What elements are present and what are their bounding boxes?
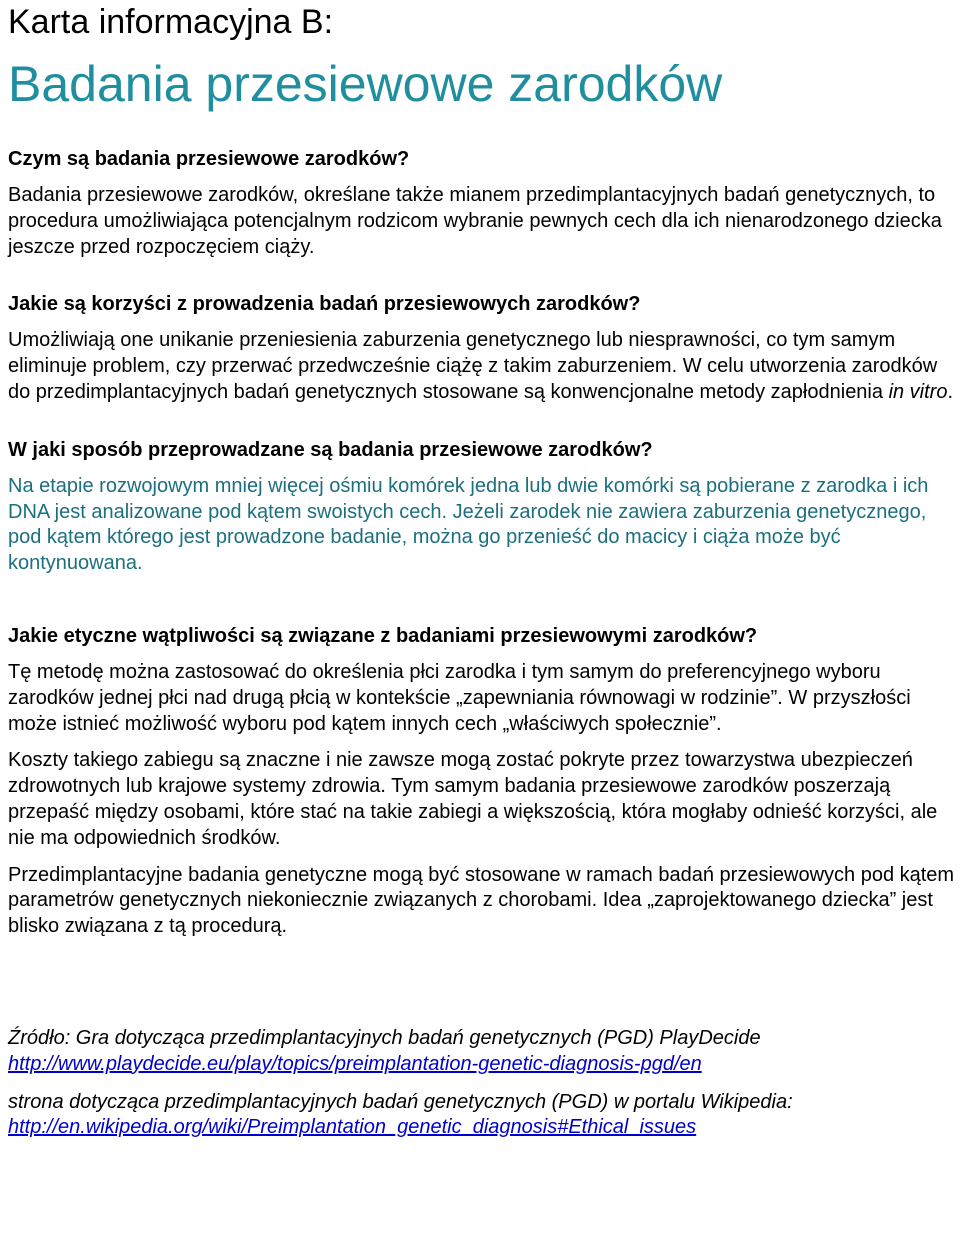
paragraph-text: Umożliwiają one unikanie przeniesienia zaburzenia genetycznego lub niesprawności, co tym samym eliminuje problem, czy przerwać przedwcześnie ciążę z takim zaburzeniem. W celu utworzenia zarodków do przedimplantacyjnych badań genetycznych stosowane są konwencjonalne metody zapłodnienia <box>8 329 938 403</box>
sources <box>8 1026 960 1141</box>
section-heading: Jakie są korzyści z prowadzenia badań przesiewowych zarodków? <box>8 293 641 316</box>
document-title-line2: Badania przesiewowe zarodków <box>8 56 723 112</box>
source-text: strona dotycząca przedimplantacyjnych badań genetycznych (PGD) w portalu Wikipedia: <box>8 1090 793 1113</box>
document-title-line1: Karta informacyjna B: <box>8 3 334 41</box>
section-paragraph: Na etapie rozwojowym mniej więcej ośmiu komórek jedna lub dwie komórki są pobierane z zarodka i ich DNA jest analizowane pod kątem swoistych cech. Jeżeli zarodek nie zawiera zaburzenia genetycznego, pod kątem którego jest prowadzone badanie, można go przenieść do macicy i ciąża może być kontynuowana. <box>8 474 929 575</box>
source-link-line <box>8 1052 960 1078</box>
section-paragraph <box>8 328 960 405</box>
source-link[interactable]: http://en.wikipedia.org/wiki/Preimplantation_genetic_diagnosis#Ethical_issues <box>8 1116 697 1139</box>
section-how <box>8 437 960 577</box>
section-heading: W jaki sposób przeprowadzane są badania przesiewowe zarodków? <box>8 438 653 461</box>
section-what-is <box>8 146 960 260</box>
section-paragraph: Tę metodę można zastosować do określenia płci zarodka i tym samym do preferencyjnego wyboru zarodków jednej płci nad drugą płcią w kontekście „zapewniania równowagi w rodzinie”. W przyszłości może istnieć możliwość wyboru pod kątem innych cech „właściwych społecznie”. <box>8 660 911 735</box>
source-link-line <box>8 1115 960 1141</box>
section-benefits <box>8 291 960 405</box>
section-heading: Jakie etyczne wątpliwości są związane z badaniami przesiewowymi zarodków? <box>8 624 758 647</box>
source-text: Źródło: Gra dotycząca przedimplantacyjnych badań genetycznych (PGD) PlayDecide <box>8 1026 761 1049</box>
section-paragraph: Przedimplantacyjne badania genetyczne mogą być stosowane w ramach badań przesiewowych pod kątem parametrów genetycznych niekoniecznie związanych z chorobami. Idea „zaprojektowanego dziecka” jest blisko związana z tą procedurą. <box>8 863 955 938</box>
document-page <box>8 0 960 1141</box>
section-heading: Czym są badania przesiewowe zarodków? <box>8 148 410 170</box>
source-link[interactable]: http://www.playdecide.eu/play/topics/preimplantation-genetic-diagnosis-pgd/en <box>8 1052 702 1075</box>
section-paragraph: Badania przesiewowe zarodków, określane także mianem przedimplantacyjnych badań genetycznych, to procedura umożliwiająca potencjalnym rodzicom wybranie pewnych cech dla ich nienarodzonego dziecka jeszcze przed rozpoczęciem ciąży. <box>8 184 942 258</box>
paragraph-italic-term: in vitro <box>888 380 948 403</box>
section-ethics <box>8 623 960 940</box>
section-paragraph: Koszty takiego zabiegu są znaczne i nie zawsze mogą zostać pokryte przez towarzystwa ubezpieczeń zdrowotnych lub krajowe systemy zdrowia. Tym samym badania przesiewowe zarodków poszerzają przepaść między osobami, które stać na takie zabiegi a większością, która mogłaby odnieść korzyści, ale nie ma odpowiednich środków. <box>8 749 938 849</box>
paragraph-end: . <box>947 380 954 403</box>
